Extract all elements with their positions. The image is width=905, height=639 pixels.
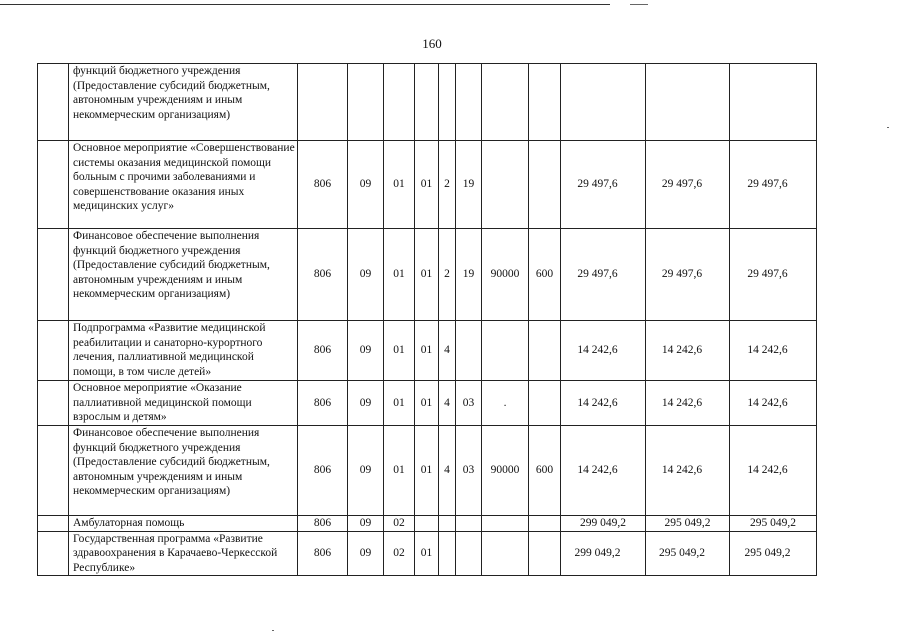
amount-year3-cell: 295 049,2 xyxy=(730,531,817,576)
vr-cell xyxy=(529,64,561,141)
csr-direction-cell: 90000 xyxy=(482,229,529,321)
csr-activity-cell: 03 xyxy=(456,426,482,516)
item-name-cell: Основное мероприятие «Совершенствование системы оказания медицинской помощи больным с прочими заболеваниями и совершенствование оказания иных медицинских услуг» xyxy=(69,141,298,229)
table-row xyxy=(38,141,817,229)
pr-cell xyxy=(384,64,415,141)
csr-activity-cell xyxy=(456,516,482,532)
number-cell xyxy=(38,229,69,321)
amount-year1-cell: 14 242,6 xyxy=(561,381,646,426)
amount-year3-cell xyxy=(730,64,817,141)
item-name-cell: Финансовое обеспечение выполнения функций бюджетного учреждения (Предоставление субсидий бюджетным, автономным учреждениям и иным некоммерческим организациям) xyxy=(69,426,298,516)
csr-program-cell: 01 xyxy=(415,321,439,381)
csr-subprogram-cell xyxy=(439,516,456,532)
pr-cell: 01 xyxy=(384,141,415,229)
scan-speck xyxy=(887,127,889,128)
number-cell xyxy=(38,381,69,426)
number-cell xyxy=(38,141,69,229)
page-number: 160 xyxy=(422,36,442,51)
vr-cell: 600 xyxy=(529,229,561,321)
rz-cell: 09 xyxy=(348,516,384,532)
table-row xyxy=(38,516,817,532)
amount-year3-cell: 29 497,6 xyxy=(730,141,817,229)
vr-cell: 600 xyxy=(529,426,561,516)
table-row xyxy=(38,426,817,516)
csr-direction-cell xyxy=(482,141,529,229)
csr-program-cell xyxy=(415,64,439,141)
csr-program-cell: 01 xyxy=(415,229,439,321)
ved-cell: 806 xyxy=(298,381,348,426)
vr-cell xyxy=(529,531,561,576)
pr-cell: 02 xyxy=(384,516,415,532)
csr-activity-cell: 19 xyxy=(456,229,482,321)
rz-cell: 09 xyxy=(348,321,384,381)
ved-cell: 806 xyxy=(298,531,348,576)
amount-year3-cell: 14 242,6 xyxy=(730,426,817,516)
amount-year1-cell xyxy=(561,64,646,141)
vr-cell xyxy=(529,516,561,532)
amount-year2-cell: 295 049,2 xyxy=(646,516,730,532)
table-row xyxy=(38,64,817,141)
table-row xyxy=(38,381,817,426)
csr-activity-cell xyxy=(456,64,482,141)
ved-cell: 806 xyxy=(298,516,348,532)
amount-year2-cell xyxy=(646,64,730,141)
top-rule xyxy=(0,4,610,5)
vr-cell xyxy=(529,381,561,426)
csr-program-cell: 01 xyxy=(415,381,439,426)
rz-cell: 09 xyxy=(348,229,384,321)
table-row xyxy=(38,229,817,321)
csr-activity-cell xyxy=(456,531,482,576)
number-cell xyxy=(38,321,69,381)
amount-year3-cell: 14 242,6 xyxy=(730,381,817,426)
number-cell xyxy=(38,531,69,576)
csr-program-cell: 01 xyxy=(415,426,439,516)
csr-program-cell: 01 xyxy=(415,141,439,229)
csr-subprogram-cell xyxy=(439,531,456,576)
ved-cell: 806 xyxy=(298,321,348,381)
pr-cell: 01 xyxy=(384,229,415,321)
amount-year1-cell: 299 049,2 xyxy=(561,531,646,576)
csr-direction-cell xyxy=(482,531,529,576)
number-cell xyxy=(38,516,69,532)
csr-activity-cell xyxy=(456,321,482,381)
rz-cell: 09 xyxy=(348,426,384,516)
item-name-cell: Государственная программа «Развитие здравоохранения в Карачаево-Черкесской Республике» xyxy=(69,531,298,576)
ved-cell: 806 xyxy=(298,141,348,229)
item-name-cell: Подпрограмма «Развитие медицинской реабилитации и санаторно-курортного лечения, паллиативной медицинской помощи, в том числе детей» xyxy=(69,321,298,381)
amount-year1-cell: 14 242,6 xyxy=(561,426,646,516)
amount-year3-cell: 295 049,2 xyxy=(730,516,817,532)
ved-cell: 806 xyxy=(298,229,348,321)
number-cell xyxy=(38,426,69,516)
csr-direction-cell xyxy=(482,64,529,141)
pr-cell: 02 xyxy=(384,531,415,576)
number-cell xyxy=(38,64,69,141)
amount-year2-cell: 295 049,2 xyxy=(646,531,730,576)
csr-program-cell: 01 xyxy=(415,531,439,576)
csr-subprogram-cell: 2 xyxy=(439,229,456,321)
budget-table xyxy=(37,63,817,576)
csr-direction-cell xyxy=(482,516,529,532)
csr-subprogram-cell: 4 xyxy=(439,321,456,381)
csr-direction-cell xyxy=(482,321,529,381)
ved-cell: 806 xyxy=(298,426,348,516)
item-name-cell: Основное мероприятие «Оказание паллиативной медицинской помощи взрослым и детям» xyxy=(69,381,298,426)
csr-direction-cell: 90000 xyxy=(482,426,529,516)
csr-program-cell xyxy=(415,516,439,532)
amount-year2-cell: 14 242,6 xyxy=(646,321,730,381)
pr-cell: 01 xyxy=(384,426,415,516)
amount-year3-cell: 14 242,6 xyxy=(730,321,817,381)
top-rule-fragment xyxy=(630,4,648,5)
rz-cell: 09 xyxy=(348,531,384,576)
scan-speck xyxy=(272,630,274,631)
csr-direction-cell: . xyxy=(482,381,529,426)
vr-cell xyxy=(529,321,561,381)
table-row xyxy=(38,531,817,576)
amount-year1-cell: 14 242,6 xyxy=(561,321,646,381)
csr-subprogram-cell: 4 xyxy=(439,426,456,516)
ved-cell xyxy=(298,64,348,141)
amount-year3-cell: 29 497,6 xyxy=(730,229,817,321)
amount-year1-cell: 29 497,6 xyxy=(561,229,646,321)
amount-year2-cell: 14 242,6 xyxy=(646,381,730,426)
rz-cell xyxy=(348,64,384,141)
rz-cell: 09 xyxy=(348,141,384,229)
amount-year2-cell: 29 497,6 xyxy=(646,229,730,321)
pr-cell: 01 xyxy=(384,381,415,426)
rz-cell: 09 xyxy=(348,381,384,426)
item-name-cell: функций бюджетного учреждения (Предоставление субсидий бюджетным, автономным учреждениям и иным некоммерческим организациям) xyxy=(69,64,298,141)
pr-cell: 01 xyxy=(384,321,415,381)
amount-year1-cell: 299 049,2 xyxy=(561,516,646,532)
amount-year2-cell: 14 242,6 xyxy=(646,426,730,516)
item-name-cell: Амбулаторная помощь xyxy=(69,516,298,532)
amount-year1-cell: 29 497,6 xyxy=(561,141,646,229)
csr-subprogram-cell xyxy=(439,64,456,141)
item-name-cell: Финансовое обеспечение выполнения функций бюджетного учреждения (Предоставление субсидий бюджетным, автономным учреждениям и иным некоммерческим организациям) xyxy=(69,229,298,321)
vr-cell xyxy=(529,141,561,229)
csr-activity-cell: 19 xyxy=(456,141,482,229)
csr-subprogram-cell: 4 xyxy=(439,381,456,426)
csr-activity-cell: 03 xyxy=(456,381,482,426)
csr-subprogram-cell: 2 xyxy=(439,141,456,229)
amount-year2-cell: 29 497,6 xyxy=(646,141,730,229)
table-row xyxy=(38,321,817,381)
